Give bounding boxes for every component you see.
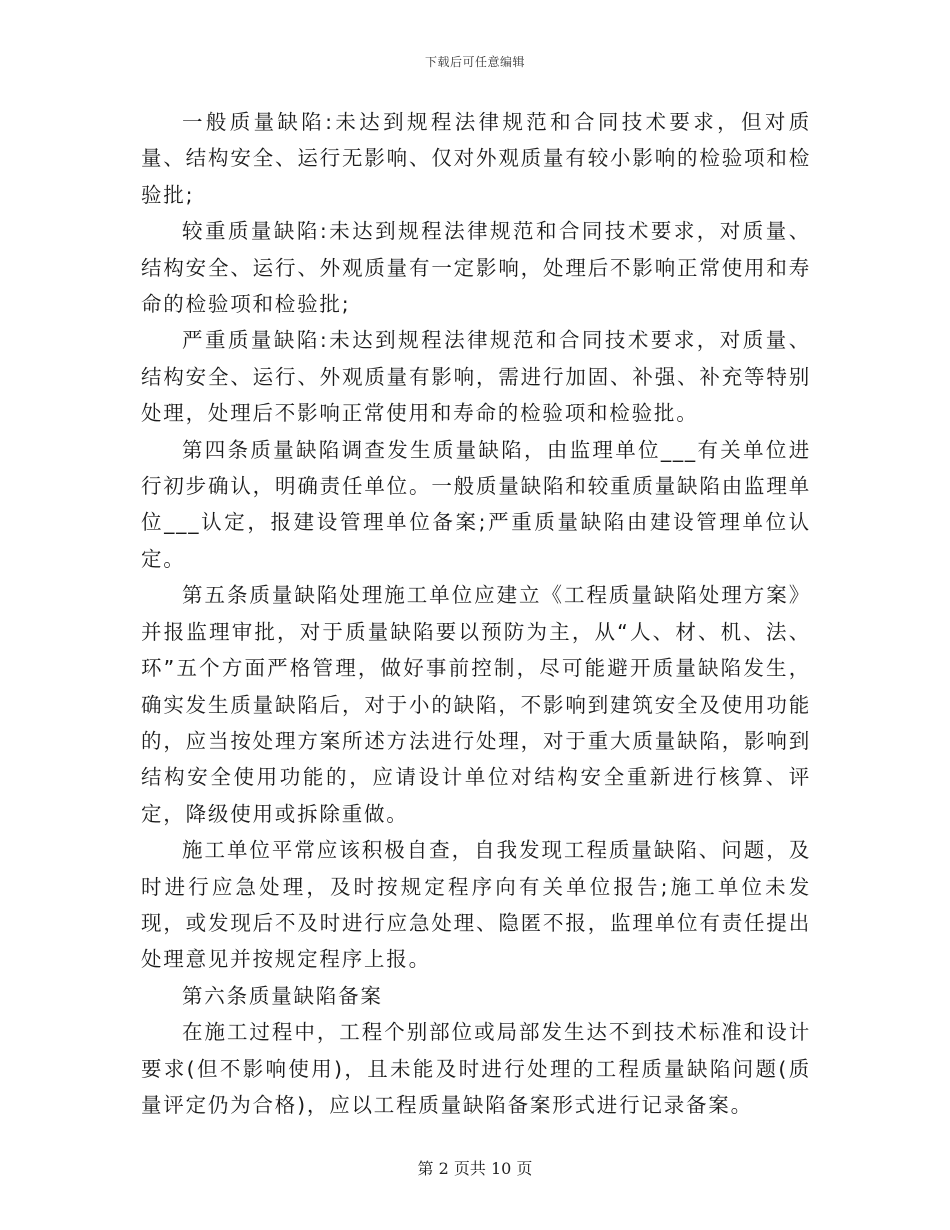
document-body (141, 104, 811, 1123)
paragraph-self-inspection: 施工单位平常应该积极自查，自我发现工程质量缺陷、问题，及时进行应急处理，及时按规定程序向有关单位报告;施工单位未发现，或发现后不及时进行应急处理、隐匿不报，监理单位有责任提出处理意见并按规定程序上报。 (141, 838, 811, 972)
paragraph-article-5: 第五条质量缺陷处理施工单位应建立《工程质量缺陷处理方案》并报监理审批，对于质量缺陷要以预防为主，从“人、材、机、法、环”五个方面严格管理，做好事前控制，尽可能避开质量缺陷发生，确实发生质量缺陷后，对于小的缺陷，不影响到建筑安全及使用功能的，应当按处理方案所述方法进行处理，对于重大质量缺陷，影响到结构安全使用功能的，应请设计单位对结构安全重新进行核算、评定，降级使用或拆除重做。 (141, 583, 811, 826)
page-footer: 第 2 页共 10 页 (417, 1159, 533, 1178)
paragraph-article-6-heading: 第六条质量缺陷备案 (182, 983, 383, 1008)
paragraph-article-6-body: 在施工过程中，工程个别部位或局部发生达不到技术标准和设计要求(但不影响使用)，且未能及时进行处理的工程质量缺陷问题(质量评定仍为合格)，应以工程质量缺陷备案形式进行记录备案。 (141, 1020, 811, 1117)
paragraph-serious-defect: 严重质量缺陷:未达到规程法律规范和合同技术要求，对质量、结构安全、运行、外观质量有影响，需进行加固、补强、补充等特别处理，处理后不影响正常使用和寿命的检验项和检验批。 (141, 328, 811, 426)
paragraph-article-4: 第四条质量缺陷调查发生质量缺陷，由监理单位___有关单位进行初步确认，明确责任单位。一般质量缺陷和较重质量缺陷由监理单位___认定，报建设管理单位备案;严重质量缺陷由建设管理单位认定。 (141, 437, 811, 571)
page-header: 下载后可任意编辑 (424, 55, 525, 69)
paragraph-moderate-defect: 较重质量缺陷:未达到规程法律规范和合同技术要求，对质量、结构安全、运行、外观质量有一定影响，处理后不影响正常使用和寿命的检验项和检验批; (141, 219, 811, 317)
paragraph-general-defect: 一般质量缺陷:未达到规程法律规范和合同技术要求，但对质量、结构安全、运行无影响、仅对外观质量有较小影响的检验项和检验批; (141, 110, 811, 207)
